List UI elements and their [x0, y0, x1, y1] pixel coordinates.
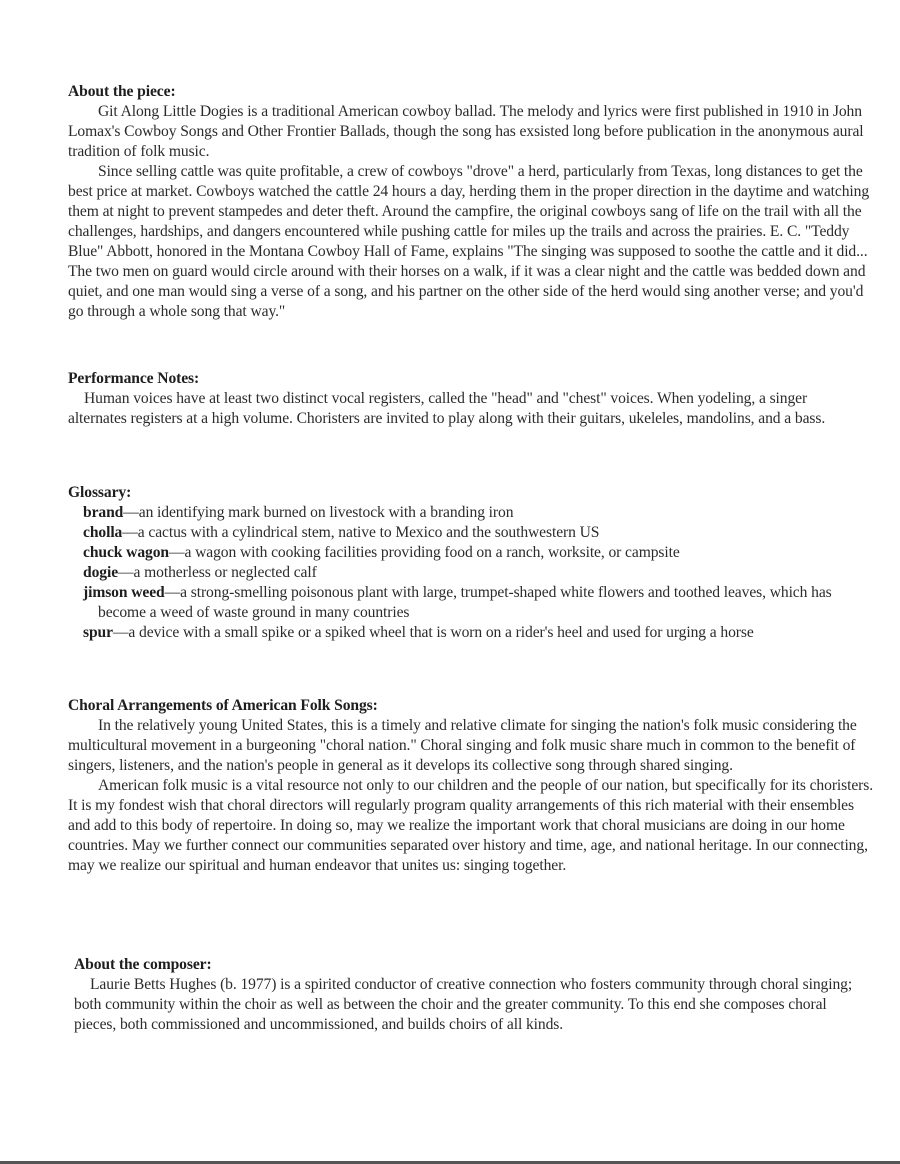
about-the-composer-heading: About the composer: [74, 956, 212, 973]
glossary-term: jimson weed [83, 584, 165, 601]
glossary-definition: —a motherless or neglected calf [118, 564, 317, 581]
choral-arrangements-section [68, 696, 878, 876]
glossary-term: dogie [83, 564, 119, 581]
glossary-item [68, 583, 868, 623]
about-the-piece-heading: About the piece: [68, 83, 176, 100]
glossary-list [68, 503, 868, 643]
glossary-term: spur [83, 624, 113, 641]
performance-notes-section [68, 369, 828, 429]
glossary-item [68, 563, 868, 583]
glossary-item [68, 623, 868, 643]
glossary-item [68, 543, 868, 563]
performance-notes-heading: Performance Notes: [68, 370, 200, 387]
glossary-definition: —a wagon with cooking facilities providing food on a ranch, worksite, or campsite [168, 544, 680, 561]
glossary-definition: —a cactus with a cylindrical stem, native to Mexico and the southwestern US [122, 524, 600, 541]
glossary-item [68, 523, 868, 543]
glossary-section [68, 483, 868, 643]
about-paragraph-1: Git Along Little Dogies is a traditional American cowboy ballad. The melody and lyrics were first published in 1910 in John Lomax's Cowboy Songs and Other Frontier Ballads, though the song has exsisted long before publication in the anonymous aural tradition of folk music. [68, 103, 864, 160]
about-the-piece-section [68, 82, 878, 322]
glossary-definition: —a device with a small spike or a spiked wheel that is worn on a rider's heel and used for urging a horse [112, 624, 754, 641]
glossary-item [68, 503, 868, 523]
choral-paragraph-2: American folk music is a vital resource not only to our children and the people of our nation, but specifically for its choristers. It is my fondest wish that choral directors will regularly program quality arrangements of this rich material with their ensembles and add to this body of repertoire. In doing so, may we realize the important work that choral musicians are doing in our home countries. May we further connect our communities separated over history and time, age, and national heritage. In our connecting, may we realize our spiritual and human endeavor that unites us: singing together. [68, 777, 874, 874]
about-paragraph-2: Since selling cattle was quite profitable, a crew of cowboys "drove" a herd, particularly from Texas, long distances to get the best price at market. Cowboys watched the cattle 24 hours a day, herding them in the proper direction in the daytime and watching them at night to prevent stampedes and deter theft. Around the campfire, the original cowboys sang of life on the trail with all the challenges, hardships, and dangers encountered while pushing cattle for miles up the trails and across the prairies. E. C. "Teddy Blue" Abbott, honored in the Montana Cowboy Hall of Fame, explains "The singing was supposed to soothe the cattle and it did... The two men on guard would circle around with their horses on a walk, if it was a clear night and the cattle was bedded down and quiet, and one man would sing a verse of a song, and his partner on the other side of the herd would sing another verse; and you'd go through a whole song that way." [68, 163, 870, 320]
glossary-term: brand [83, 504, 124, 521]
choral-arrangements-heading: Choral Arrangements of American Folk Songs: [68, 697, 378, 714]
glossary-heading: Glossary: [68, 484, 132, 501]
glossary-definition: —a strong-smelling poisonous plant with large, trumpet-shaped white flowers and toothed leaves, which has become a weed of waste ground in many countries [98, 584, 832, 621]
glossary-term: chuck wagon [83, 544, 169, 561]
glossary-definition: —an identifying mark burned on livestock with a branding iron [123, 504, 514, 521]
glossary-term: cholla [83, 524, 123, 541]
choral-paragraph-1: In the relatively young United States, this is a timely and relative climate for singing the nation's folk music considering the multicultural movement in a burgeoning "choral nation." Choral singing and folk music share much in common to the benefit of singers, listeners, and the nation's people in general as it develops its collective song through shared singing. [68, 717, 857, 774]
performance-notes-paragraph: Human voices have at least two distinct vocal registers, called the "head" and "chest" voices. When yodeling, a singer alternates registers at a high volume. Choristers are invited to play along with their guitars, ukeleles, mandolins, and a bass. [68, 390, 826, 427]
about-the-composer-section [74, 955, 864, 1035]
composer-paragraph: Laurie Betts Hughes (b. 1977) is a spirited conductor of creative connection who fosters community through choral singing; both community within the choir as well as between the choir and the greater community. To this end she composes choral pieces, both commissioned and uncommissioned, and builds choirs of all kinds. [74, 976, 853, 1033]
